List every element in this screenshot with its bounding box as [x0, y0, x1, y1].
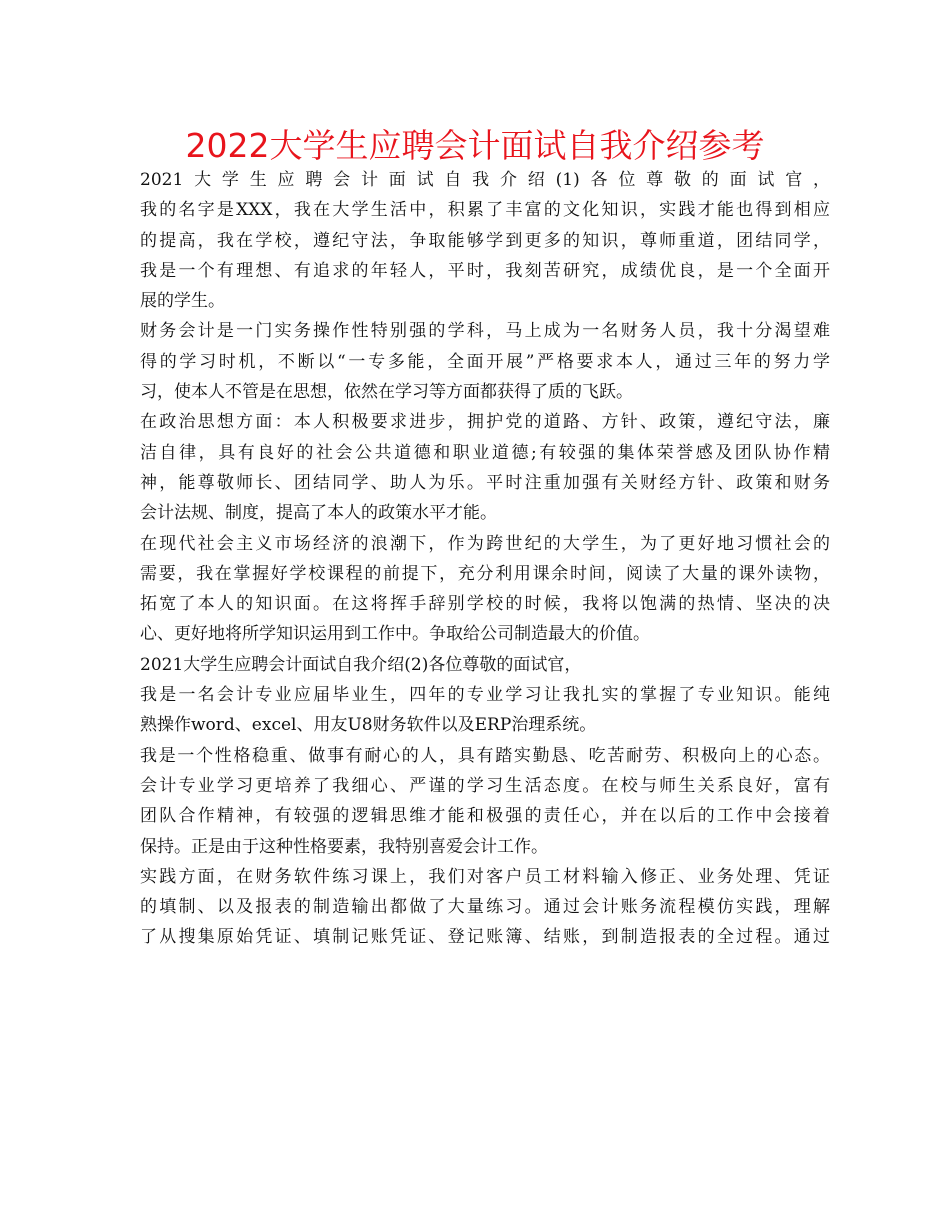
- text-line: 会计专业学习更培养了我细心、严谨的学习生活态度。在校与师生关系良好，富有: [140, 775, 830, 796]
- text-line: 了从搜集原始凭证、填制记账凭证、登记账簿、结账，到制造报表的全过程。通过: [140, 927, 830, 948]
- text-line: 在政治思想方面：本人积极要求进步，拥护党的道路、方针、政策，遵纪守法，廉: [140, 412, 830, 433]
- text-line: 我是一个性格稳重、做事有耐心的人，具有踏实勤恳、吃苦耐劳、积极向上的心态。: [140, 745, 830, 766]
- text-line: 实践方面，在财务软件练习课上，我们对客户员工材料输入修正、业务处理、凭证: [140, 866, 830, 887]
- text-line: 2021大学生应聘会计面试自我介绍(2)各位尊敬的面试官，: [140, 654, 582, 675]
- text-line: 的提高，我在学校，遵纪守法，争取能够学到更多的知识，尊师重道，团结同学，: [140, 230, 830, 251]
- text-line: 2021大学生应聘会计面试自我介绍(1)各位尊敬的面试官，: [140, 170, 830, 190]
- text-line: 保持。正是由于这种性格要素，我特别喜爱会计工作。: [140, 836, 548, 857]
- text-line: 我是一名会计专业应届毕业生，四年的专业学习让我扎实的掌握了专业知识。能纯: [140, 685, 830, 706]
- document-body: [140, 165, 830, 953]
- text-line: 熟操作word、excel、用友U8财务软件以及ERP治理系统。: [140, 715, 597, 736]
- text-line: 得的学习时机，不断以“一专多能，全面开展”严格要求本人，通过三年的努力学: [140, 351, 830, 372]
- text-line: 我是一个有理想、有追求的年轻人，平时，我刻苦研究，成绩优良，是一个全面开: [140, 260, 830, 281]
- text-line: 团队合作精神，有较强的逻辑思维才能和极强的责任心，并在以后的工作中会接着: [140, 806, 830, 827]
- text-line: 展的学生。: [140, 291, 225, 312]
- text-line: 的填制、以及报表的制造输出都做了大量练习。通过会计账务流程模仿实践，理解: [140, 897, 830, 918]
- text-line: 需要，我在掌握好学校课程的前提下，充分利用课余时间，阅读了大量的课外读物，: [140, 563, 830, 584]
- text-line: 神，能尊敬师长、团结同学、助人为乐。平时注重加强有关财经方针、政策和财务: [140, 472, 830, 493]
- text-line: 习，使本人不管是在思想，依然在学习等方面都获得了质的飞跃。: [140, 382, 633, 403]
- text-line: 洁自律，具有良好的社会公共道德和职业道德;有较强的集体荣誉感及团队协作精: [140, 442, 830, 463]
- text-line: 财务会计是一门实务操作性特别强的学科，马上成为一名财务人员，我十分渴望难: [140, 321, 830, 342]
- text-line: 心、更好地将所学知识运用到工作中。争取给公司制造最大的价值。: [140, 624, 650, 645]
- text-line: 会计法规、制度，提高了本人的政策水平才能。: [140, 503, 497, 524]
- text-line: 拓宽了本人的知识面。在这将挥手辞别学校的时候，我将以饱满的热情、坚决的决: [140, 594, 830, 615]
- text-line: 在现代社会主义市场经济的浪潮下，作为跨世纪的大学生，为了更好地习惯社会的: [140, 533, 830, 554]
- text-line: 我的名字是XXX，我在大学生活中，积累了丰富的文化知识，实践才能也得到相应: [140, 200, 830, 221]
- document-title: 2022大学生应聘会计面试自我介绍参考: [185, 126, 765, 165]
